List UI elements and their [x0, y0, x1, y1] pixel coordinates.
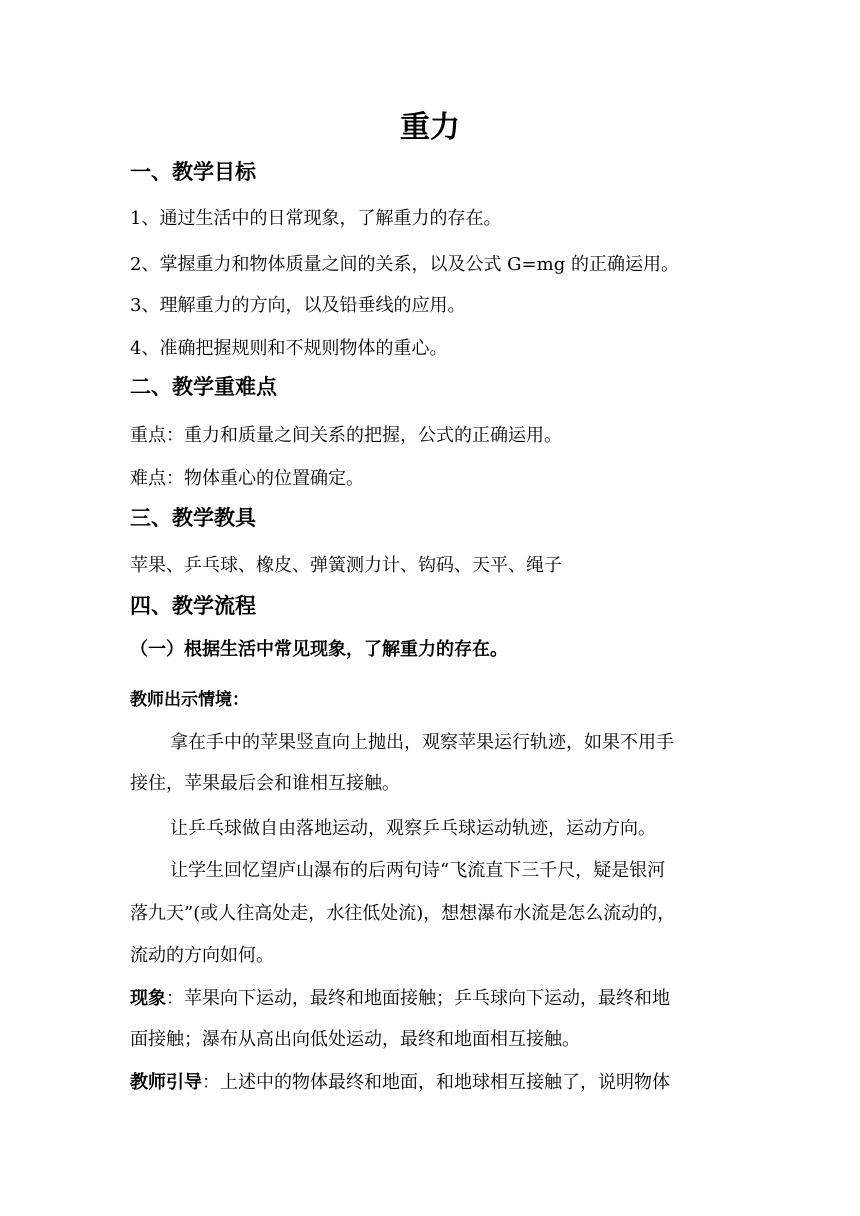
scenario-apple-line1: 拿在手中的苹果竖直向上抛出，观察苹果运行轨迹，如果不用手 — [170, 732, 674, 753]
teacher-guide-line1 — [130, 1071, 670, 1095]
key-point-important: 重点：重力和质量之间关系的把握，公式的正确运用。 — [130, 425, 562, 446]
scenario-waterfall-line3: 流动的方向如何。 — [130, 945, 274, 966]
scenario-apple-line2: 接住，苹果最后会和谁相互接触。 — [130, 773, 400, 794]
scenario-waterfall-line1: 让学生回忆望庐山瀑布的后两句诗“飞流直下三千尺，疑是银河 — [170, 860, 666, 881]
section-heading-key-points: 二、教学重难点 — [130, 375, 277, 399]
objective-item: 2、掌握重力和物体质量之间的关系，以及公式 G=mg 的正确运用。 — [130, 254, 679, 275]
teacher-guide-label: 教师引导 — [130, 1072, 202, 1093]
phenomenon-label: 现象 — [130, 988, 166, 1009]
phenomenon-line1 — [130, 987, 670, 1011]
section-heading-objectives: 一、教学目标 — [130, 160, 256, 184]
key-point-difficult: 难点：物体重心的位置确定。 — [130, 468, 364, 489]
teacher-guide-text: ：上述中的物体最终和地面，和地球相互接触了，说明物体 — [202, 1072, 670, 1093]
objective-item: 1、通过生活中的日常现象，了解重力的存在。 — [130, 208, 502, 229]
tools-list: 苹果、乒乓球、橡皮、弹簧测力计、钩码、天平、绳子 — [130, 555, 562, 576]
objective-item: 4、准确把握规则和不规则物体的重心。 — [130, 338, 448, 359]
phenomenon-line2: 面接触；瀑布从高出向低处运动，最终和地面相互接触。 — [130, 1029, 580, 1050]
scenario-waterfall-line2: 落九天”(或人往高处走，水往低处流)，想想瀑布水流是怎么流动的， — [130, 903, 676, 924]
teacher-show-label: 教师出示情境： — [130, 690, 249, 710]
subsection-heading: （一）根据生活中常见现象，了解重力的存在。 — [130, 639, 508, 660]
objective-item: 3、理解重力的方向，以及铅垂线的应用。 — [130, 295, 466, 316]
phenomenon-text: ：苹果向下运动，最终和地面接触；乒乓球向下运动，最终和地 — [166, 988, 670, 1009]
scenario-pingpong: 让乒乓球做自由落地运动，观察乒乓球运动轨迹，运动方向。 — [170, 818, 656, 839]
section-heading-tools: 三、教学教具 — [130, 506, 256, 530]
section-heading-process: 四、教学流程 — [130, 594, 256, 618]
page-title: 重力 — [400, 110, 460, 145]
